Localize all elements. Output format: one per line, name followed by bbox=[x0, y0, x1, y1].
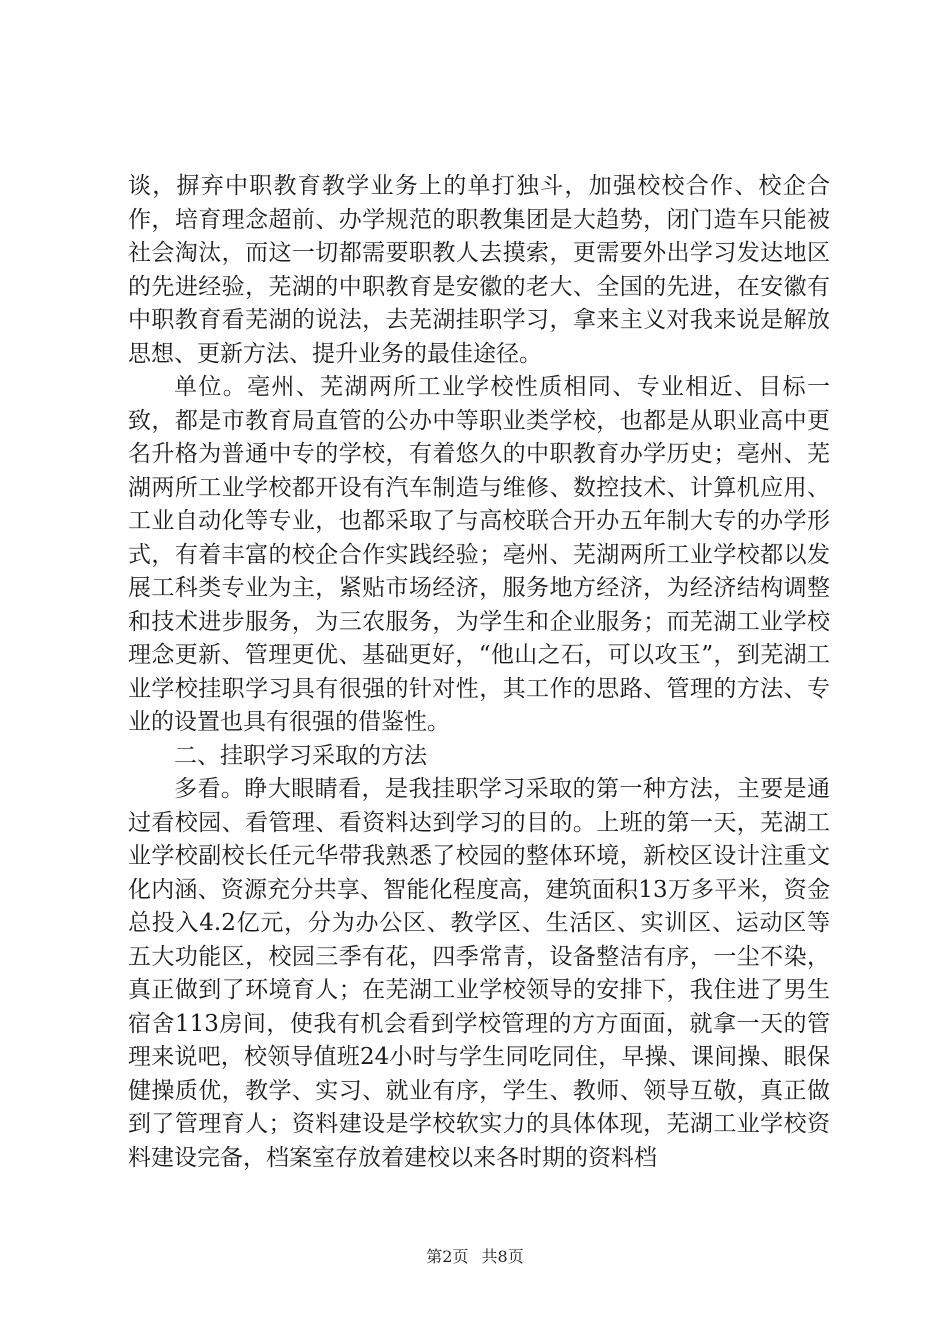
page-number: 第2页 bbox=[426, 1247, 469, 1266]
section-heading: 二、挂职学习采取的方法 bbox=[174, 742, 427, 769]
paragraph-unit: 单位。亳州、芜湖两所工业学校性质相同、专业相近、目标一致，都是市教育局直管的公办中等职业类学校，也都是从职业高中更名升格为普通中专的学校，有着悠久的中职教育办学历史；亳州、芜湖两所工业学校都开设有汽车制造与维修、数控技术、计算机应用、工业自动化等专业，也都采取了与高校联合开办五年制大专的办学形式，有着丰富的校企合作实践经验；亳州、芜湖两所工业学校都以发展工科类专业为主，紧贴市场经济，服务地方经济，为经济结构调整和技术进步服务，为三农服务，为学生和企业服务；而芜湖工业学校理念更新、管理更优、基础更好，“他山之石，可以攻玉”，到芜湖工业学校挂职学习具有很强的针对性，其工作的思路、管理的方法、专业的设置也具有很强的借鉴性。 bbox=[128, 374, 830, 735]
paragraph-continuation: 谈，摒弃中职教育教学业务上的单打独斗，加强校校合作、校企合作，培育理念超前、办学规范的职教集团是大趋势，闭门造车只能被社会淘汰，而这一切都需要职教人去摸索，更需要外出学习发达地区的先进经验，芜湖的中职教育是安徽的老大、全国的先进，在安徽有中职教育看芜湖的说法，去芜湖挂职学习，拿来主义对我来说是解放思想、更新方法、提升业务的最佳途径。 bbox=[128, 173, 830, 367]
page-footer bbox=[0, 1244, 950, 1267]
document-body bbox=[128, 170, 830, 1175]
paragraph-look-more: 多看。睁大眼睛看，是我挂职学习采取的第一种方法，主要是通过看校园、看管理、看资料达到学习的目的。上班的第一天，芜湖工业学校副校长任元华带我熟悉了校园的整体环境，新校区设计注重文化内涵、资源充分共享、智能化程度高，建筑面积13万多平米，资金总投入4.2亿元，分为办公区、教学区、生活区、实训区、运动区等五大功能区，校园三季有花，四季常青，设备整洁有序，一尘不染，真正做到了环境育人；在芜湖工业学校领导的安排下，我住进了男生宿舍113房间，使我有机会看到学校管理的方方面面，就拿一天的管理来说吧，校领导值班24小时与学生同吃同住，早操、课间操、眼保健操质优，教学、实习、就业有序，学生、教师、领导互敬，真正做到了管理育人；资料建设是学校软实力的具体体现，芜湖工业学校资料建设完备，档案室存放着建校以来各时期的资料档 bbox=[128, 776, 830, 1171]
page-total: 共8页 bbox=[481, 1247, 524, 1266]
